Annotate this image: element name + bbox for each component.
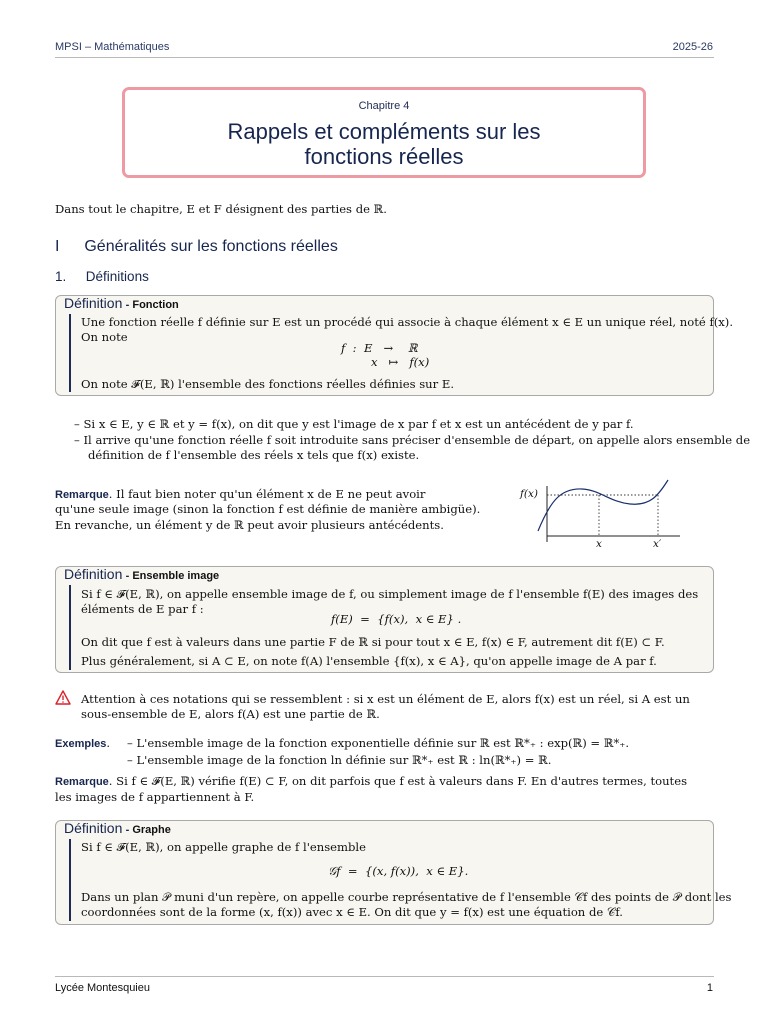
definition-subtitle: Fonction [132,299,179,311]
intro-text: Dans tout le chapitre, E et F désignent des parties de ℝ. [55,202,387,216]
graph-y-label: f(x) [520,488,539,500]
examples-label: Exemples. [55,736,111,750]
remark-line: Remarque. Il faut bien noter qu'un élément x de E ne peut avoir [55,487,426,501]
definition-text: éléments de E par f : [81,602,204,616]
chapter-number: Chapitre 4 [358,100,410,112]
definition-text: On dit que f est à valeurs dans une partie F de ℝ si pour tout x ∈ E, f(x) ∈ F, autrement dit f(E) ⊂ F. [81,635,665,649]
chapter-title [125,119,643,169]
definition-subtitle: Graphe [132,824,171,836]
definition-text: Une fonction réelle f définie sur E est un procédé qui associe à chaque élément x ∈ E un unique réel, noté f(x). [81,315,734,329]
graph-x-prime-label: x′ [653,538,662,550]
definition-formula: f(E) = {f(x), x ∈ E} . [331,612,462,626]
chapter-title-box [122,87,646,178]
definition-formula: 𝒢f = {(x, f(x)), x ∈ E}. [328,864,469,878]
function-map-row: f : E → ℝ [341,341,418,355]
footer-rule [55,976,714,977]
definition-subtitle: Ensemble image [132,570,220,582]
header-rule [55,57,714,58]
definition-bar [69,314,71,392]
definition-box-graph [55,820,732,925]
example-item: – L'ensemble image de la fonction ln définie sur ℝ*₊ est ℝ : ln(ℝ*₊) = ℝ. [127,753,552,767]
remark-line: qu'une seule image (sinon la fonction f est définie de manière ambigüe). [55,502,481,516]
chapter-title-line2: fonctions réelles [304,144,464,169]
definition-text: On note [81,330,128,344]
list-item-continuation: définition de f l'ensemble des réels x tels que f(x) existe. [88,448,420,462]
remark-label: Remarque [55,776,109,788]
function-map-row: x ↦ f(x) [371,355,430,369]
definition-title: Définition - Graphe [64,820,171,836]
section-number: I [55,238,60,255]
list-item: – Si x ∈ E, y ∈ ℝ et y = f(x), on dit que y est l'image de x par f et x est un antécédent de y par f. [74,417,634,431]
footer-left: Lycée Montesquieu [55,982,150,994]
section-title: Généralités sur les fonctions réelles [84,238,338,255]
definition-bar [69,839,71,921]
definition-text: Dans un plan 𝒫 muni d'un repère, on appelle courbe représentative de f l'ensemble 𝒞f des points de 𝒫 dont les [81,890,732,904]
definition-text: Si f ∈ 𝓕(E, ℝ), on appelle ensemble image de f, ou simplement image de f l'ensemble f(E) des images des [81,587,699,601]
remark-line: les images de f appartiennent à F. [55,790,255,804]
header-left: MPSI – Mathématiques [55,41,170,53]
example-item: – L'ensemble image de la fonction exponentielle définie sur ℝ est ℝ*₊ : exp(ℝ) = ℝ*₊. [127,736,630,750]
definition-title: Définition - Fonction [64,295,179,311]
definition-text: coordonnées sont de la forme (x, f(x)) avec x ∈ E. On dit que y = f(x) est une équation de 𝒞f. [81,905,623,919]
definition-label: Définition [64,566,123,582]
subsection-title: Définitions [85,269,149,284]
function-curve [538,480,668,531]
definition-box-function [55,295,734,396]
definition-text: Plus généralement, si A ⊂ E, on note f(A) l'ensemble {f(x), x ∈ A}, qu'on appelle image de A par f. [81,654,657,668]
warning-text: sous-ensemble de E, alors f(A) est une partie de ℝ. [81,707,380,721]
definition-text: Si f ∈ 𝓕(E, ℝ), on appelle graphe de f l'ensemble [81,840,367,854]
definition-title: Définition - Ensemble image [64,566,220,582]
subsection-number: 1. [55,269,67,284]
page-number: 1 [706,982,713,994]
subsection-heading [55,269,149,285]
definition-label: Définition [64,820,123,836]
section-heading [55,237,338,257]
warning-icon [55,690,71,705]
definition-text: On note 𝓕(E, ℝ) l'ensemble des fonctions réelles définies sur E. [81,377,455,391]
chapter-title-line1: Rappels et compléments sur les [227,119,541,144]
remark-line: Remarque. Si f ∈ 𝓕(E, ℝ) vérifie f(E) ⊂ F, on dit parfois que f est à valeurs dans F. En d'autres termes, toutes [55,774,688,788]
definition-box-image [55,566,714,673]
remark-label: Remarque [55,489,109,501]
definition-label: Définition [64,295,123,311]
list-item: – Il arrive qu'une fonction réelle f soit introduite sans préciser d'ensemble de départ, on appelle alors ensemble de [74,433,751,447]
definition-bar [69,585,71,670]
remark-line: En revanche, un élément y de ℝ peut avoir plusieurs antécédents. [55,518,444,532]
header-right: 2025-26 [672,41,713,53]
warning-text: Attention à ces notations qui se ressemblent : si x est un élément de E, alors f(x) est un réel, si A est un [81,692,690,706]
function-graph [512,476,684,552]
graph-x-label: x [596,538,602,550]
